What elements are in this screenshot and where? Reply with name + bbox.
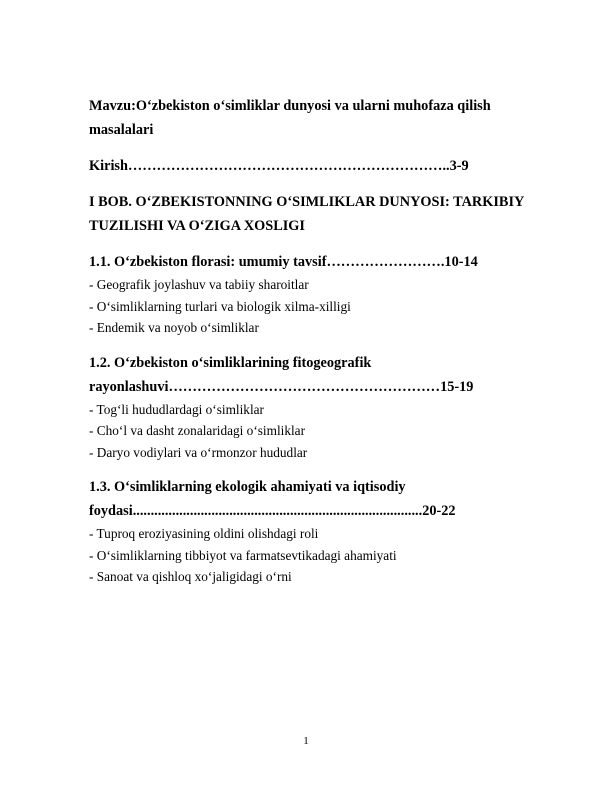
page-number: 1 (303, 735, 309, 747)
section-1-2-line-1: 1.2. O‘zbekiston o‘simliklarining fitogeografik (89, 354, 372, 371)
section-1-3-line-1: 1.3. O‘simliklarning ekologik ahamiyati va iqtisodiy (89, 479, 406, 495)
title-line-1: Mavzu:O‘zbekiston o‘simliklar dunyosi va ularni muhofaza qilish (89, 98, 491, 114)
list-item: - Geografik joylashuv va tabiiy sharoitlar (89, 277, 309, 292)
document-title (89, 94, 529, 142)
chapter-1-line-2: TUZILISHI VA O‘ZIGA XOSLIGI (89, 218, 305, 234)
toc-section-1-2 (89, 351, 529, 399)
section-1-2-line-2: rayonlashuvi…………………………………………………15-19 (89, 378, 474, 395)
list-item: - Tog‘li hududlardagi o‘simliklar (89, 401, 264, 417)
list-item: - Tuproq eroziyasining oldini olishdagi roli (89, 526, 319, 541)
list-item: - Daryo vodiylari va o‘rmonzor hududlar (89, 444, 308, 460)
toc-chapter-1 (89, 190, 529, 238)
table-of-contents (89, 94, 529, 588)
chapter-1-line-1: I BOB. O‘ZBEKISTONNING O‘SIMLIKLAR DUNYOSI: TARKIBIY (89, 194, 525, 210)
section-1-3-line-2: foydasi.................................................................................20-22 (89, 503, 456, 519)
toc-intro: Kirish…………………………………………………………..3-9 (89, 158, 469, 174)
list-item: - O‘simliklarning tibbiyot va farmatsevtikadagi ahamiyati (89, 547, 397, 563)
list-item: - O‘simliklarning turlari va biologik xilma-xilligi (89, 298, 351, 314)
list-item: - Sanoat va qishloq xo‘jaligidagi o‘rni (89, 569, 292, 584)
list-item: - Cho‘l va dasht zonalaridagi o‘simliklar (89, 423, 306, 438)
toc-section-1-1: 1.1. O‘zbekiston florasi: umumiy tavsif…………………….10-14 (89, 254, 478, 270)
toc-section-1-3 (89, 475, 529, 523)
title-line-2: masalalari (89, 122, 154, 138)
list-item: - Endemik va noyob o‘simliklar (89, 320, 259, 335)
